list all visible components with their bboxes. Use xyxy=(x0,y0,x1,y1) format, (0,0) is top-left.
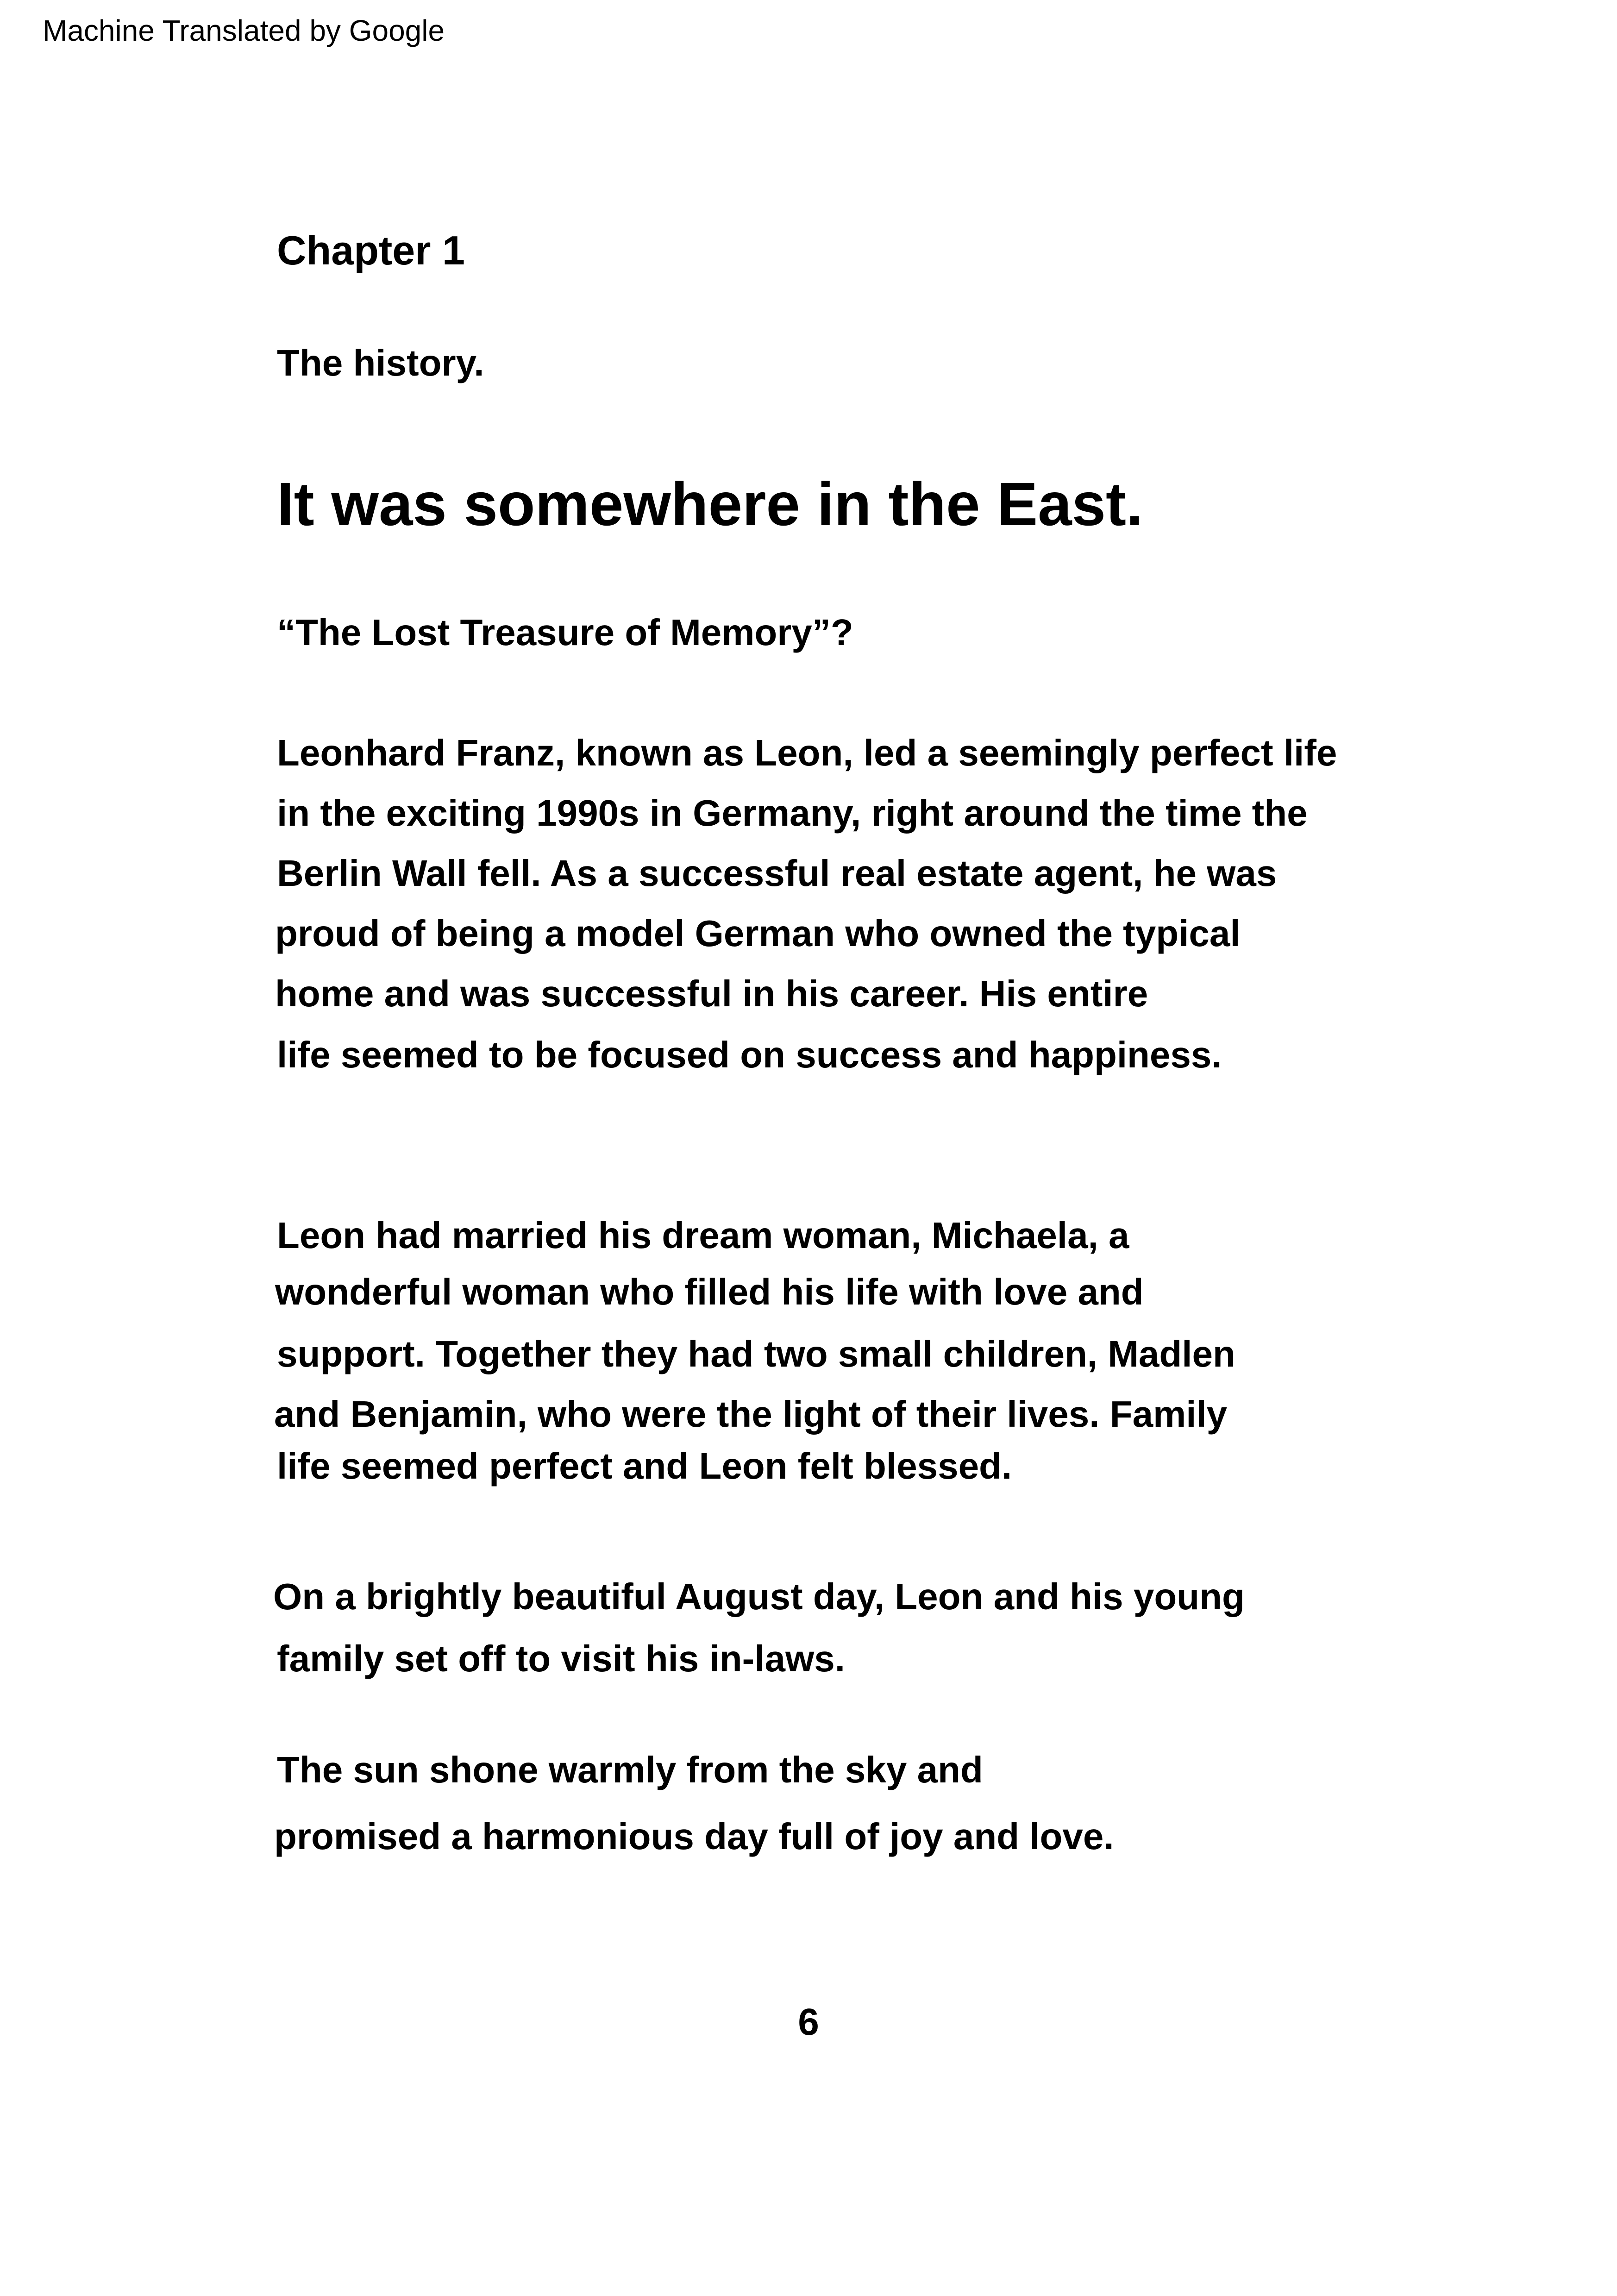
paragraph-line: home and was successful in his career. His entire xyxy=(275,973,1148,1014)
subheading: “The Lost Treasure of Memory”? xyxy=(277,612,853,653)
paragraph-line: On a brightly beautiful August day, Leon and his young xyxy=(273,1576,1245,1617)
paragraph-line: wonderful woman who filled his life with love and xyxy=(275,1271,1144,1312)
paragraph-line: and Benjamin, who were the light of their lives. Family xyxy=(274,1393,1228,1435)
paragraph-line: family set off to visit his in-laws. xyxy=(277,1638,845,1679)
translation-notice: Machine Translated by Google xyxy=(43,14,445,47)
paragraph-line: life seemed perfect and Leon felt blessed. xyxy=(277,1445,1012,1487)
paragraph-line: proud of being a model German who owned the typical xyxy=(275,913,1241,954)
paragraph-line: Leonhard Franz, known as Leon, led a seemingly perfect life xyxy=(277,732,1337,773)
chapter-label: Chapter 1 xyxy=(277,227,465,273)
paragraph-line: Leon had married his dream woman, Michaela, a xyxy=(277,1215,1129,1256)
page-heading: It was somewhere in the East. xyxy=(277,470,1143,538)
paragraph-line: The sun shone warmly from the sky and xyxy=(277,1749,983,1790)
paragraph-line: Berlin Wall fell. As a successful real estate agent, he was xyxy=(277,853,1277,894)
page-number: 6 xyxy=(798,2001,819,2043)
paragraph-line: in the exciting 1990s in Germany, right around the time the xyxy=(277,792,1308,834)
paragraph-line: life seemed to be focused on success and happiness. xyxy=(277,1034,1222,1075)
paragraph-line: promised a harmonious day full of joy and love. xyxy=(274,1816,1114,1857)
paragraph-line: support. Together they had two small children, Madlen xyxy=(277,1333,1235,1374)
section-title: The history. xyxy=(277,342,484,383)
